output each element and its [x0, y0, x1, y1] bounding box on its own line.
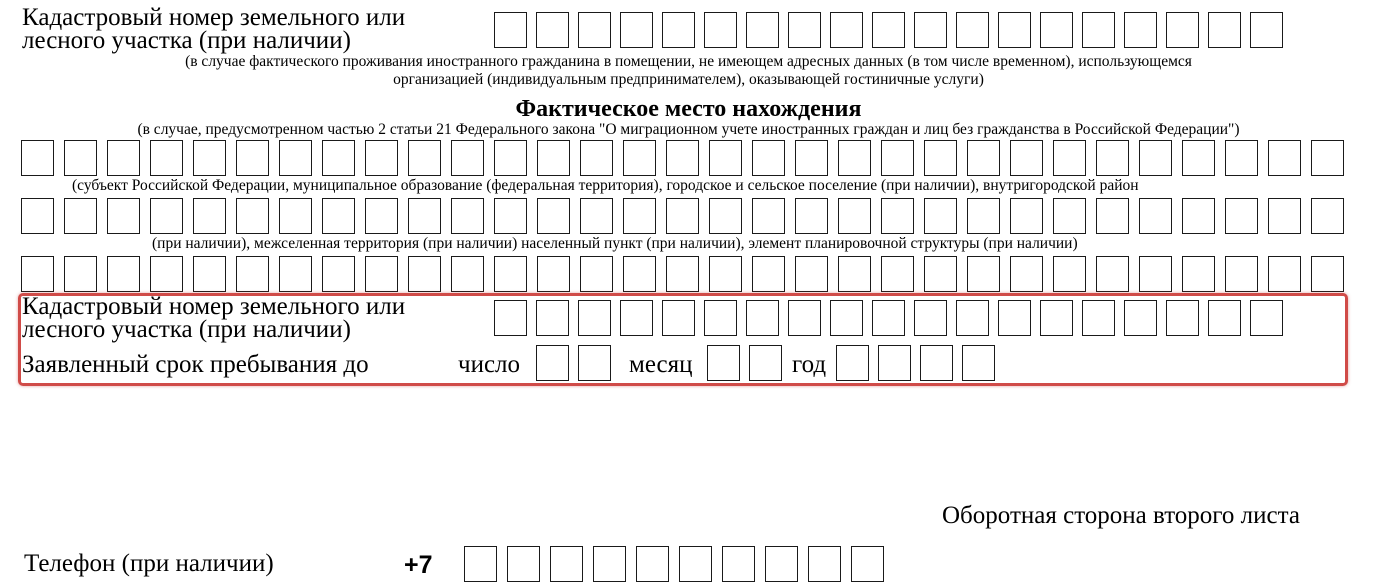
location-row-1-cells[interactable] — [21, 140, 1354, 176]
address-char-cell[interactable] — [666, 140, 699, 176]
address-char-cell[interactable] — [1311, 198, 1344, 234]
sheet-side-label: Оборотная сторона второго листа — [942, 502, 1300, 529]
address-char-cell[interactable] — [64, 256, 97, 292]
cadastral-digit-cell[interactable] — [956, 12, 989, 48]
address-char-cell[interactable] — [838, 140, 871, 176]
address-char-cell[interactable] — [1182, 256, 1215, 292]
cadastral-digit-cell[interactable] — [1040, 12, 1073, 48]
address-char-cell[interactable] — [1010, 140, 1043, 176]
address-char-cell[interactable] — [1139, 140, 1172, 176]
cadastral-digit-cell[interactable] — [1208, 300, 1241, 336]
address-char-cell[interactable] — [365, 198, 398, 234]
cadastral-digit-cell[interactable] — [1082, 300, 1115, 336]
cadastral-digit-cell[interactable] — [1208, 12, 1241, 48]
address-char-cell[interactable] — [709, 198, 742, 234]
address-char-cell[interactable] — [494, 198, 527, 234]
address-char-cell[interactable] — [21, 140, 54, 176]
cadastral-digit-cell[interactable] — [1166, 300, 1199, 336]
month-label: месяц — [629, 351, 693, 378]
address-char-cell[interactable] — [924, 198, 957, 234]
address-char-cell[interactable] — [365, 256, 398, 292]
cadastral-digit-cell[interactable] — [536, 12, 569, 48]
address-char-cell[interactable] — [1182, 198, 1215, 234]
address-char-cell[interactable] — [752, 256, 785, 292]
address-char-cell[interactable] — [279, 140, 312, 176]
cadastral-number-cells-highlighted[interactable] — [494, 300, 1292, 336]
cadastral-digit-cell[interactable] — [620, 12, 653, 48]
cadastral-number-cells-top[interactable] — [494, 12, 1292, 48]
cadastral-digit-cell[interactable] — [1250, 300, 1283, 336]
phone-digit-cell[interactable] — [851, 546, 884, 582]
address-char-cell[interactable] — [1053, 198, 1086, 234]
address-char-cell[interactable] — [107, 256, 140, 292]
phone-digit-cell[interactable] — [722, 546, 755, 582]
cadastral-digit-cell[interactable] — [746, 300, 779, 336]
year-digit-cell[interactable] — [920, 345, 953, 381]
address-char-cell[interactable] — [408, 198, 441, 234]
address-char-cell[interactable] — [64, 140, 97, 176]
address-char-cell[interactable] — [236, 256, 269, 292]
year-digit-cell[interactable] — [836, 345, 869, 381]
address-char-cell[interactable] — [666, 198, 699, 234]
phone-digit-cell[interactable] — [550, 546, 583, 582]
location-row-3-cells[interactable] — [21, 256, 1354, 292]
cadastral-digit-cell[interactable] — [704, 12, 737, 48]
hotel-note-line1: (в случае фактического проживания иностранного гражданина в помещении, не имеющем адресных данных (в том числе временном), использующемся — [185, 53, 1192, 70]
actual-location-heading-note: (в случае, предусмотренном частью 2 статьи 21 Федерального закона "О миграционном учете иностранных граждан и лиц без гражданства в Российской Федерации") — [137, 121, 1240, 138]
month-digit-cell[interactable] — [749, 345, 782, 381]
address-char-cell[interactable] — [967, 140, 1000, 176]
hotel-note-line2: организацией (индивидуальным предпринимателем), оказывающей гостиничные услуги) — [393, 71, 984, 88]
phone-digit-cell[interactable] — [593, 546, 626, 582]
cadastral-label-top-line1: Кадастровый номер земельного или — [22, 4, 406, 31]
address-char-cell[interactable] — [451, 140, 484, 176]
address-char-cell[interactable] — [537, 140, 570, 176]
address-char-cell[interactable] — [1311, 140, 1344, 176]
cadastral-label-highlighted-line1: Кадастровый номер земельного или — [22, 293, 406, 320]
address-char-cell[interactable] — [709, 256, 742, 292]
cadastral-digit-cell[interactable] — [1166, 12, 1199, 48]
day-cells[interactable] — [536, 345, 620, 381]
address-char-cell[interactable] — [365, 140, 398, 176]
address-char-cell[interactable] — [236, 198, 269, 234]
address-char-cell[interactable] — [838, 198, 871, 234]
day-digit-cell[interactable] — [536, 345, 569, 381]
phone-digit-cell[interactable] — [679, 546, 712, 582]
address-char-cell[interactable] — [193, 198, 226, 234]
address-char-cell[interactable] — [1225, 198, 1258, 234]
cadastral-digit-cell[interactable] — [1124, 300, 1157, 336]
year-digit-cell[interactable] — [962, 345, 995, 381]
stay-until-label: Заявленный срок пребывания до — [22, 351, 369, 378]
address-char-cell[interactable] — [795, 140, 828, 176]
address-char-cell[interactable] — [1182, 140, 1215, 176]
phone-label: Телефон (при наличии) — [24, 550, 274, 577]
address-char-cell[interactable] — [451, 198, 484, 234]
address-char-cell[interactable] — [193, 256, 226, 292]
year-cells[interactable] — [836, 345, 1004, 381]
address-char-cell[interactable] — [623, 256, 656, 292]
address-char-cell[interactable] — [1225, 140, 1258, 176]
address-char-cell[interactable] — [1096, 256, 1129, 292]
address-char-cell[interactable] — [193, 140, 226, 176]
address-char-cell[interactable] — [752, 198, 785, 234]
location-row-2-caption: (при наличии), межселенная территория (при наличии) населенный пункт (при наличии), элемент планировочной структуры (при наличии) — [152, 235, 1078, 252]
cadastral-digit-cell[interactable] — [872, 12, 905, 48]
address-char-cell[interactable] — [580, 140, 613, 176]
address-char-cell[interactable] — [1139, 198, 1172, 234]
address-char-cell[interactable] — [236, 140, 269, 176]
cadastral-digit-cell[interactable] — [662, 12, 695, 48]
phone-prefix: +7 — [404, 551, 433, 579]
address-char-cell[interactable] — [21, 256, 54, 292]
cadastral-digit-cell[interactable] — [704, 300, 737, 336]
address-char-cell[interactable] — [1053, 256, 1086, 292]
cadastral-digit-cell[interactable] — [746, 12, 779, 48]
address-char-cell[interactable] — [881, 256, 914, 292]
cadastral-digit-cell[interactable] — [914, 12, 947, 48]
location-row-1-caption: (субъект Российской Федерации, муниципальное образование (федеральная территория), городское и сельское поселение (при наличии), внутригородской район — [72, 177, 1139, 194]
phone-digit-cell[interactable] — [464, 546, 497, 582]
cadastral-label-highlighted — [22, 295, 405, 341]
cadastral-digit-cell[interactable] — [662, 300, 695, 336]
cadastral-digit-cell[interactable] — [788, 300, 821, 336]
address-char-cell[interactable] — [1139, 256, 1172, 292]
address-char-cell[interactable] — [881, 198, 914, 234]
cadastral-digit-cell[interactable] — [578, 12, 611, 48]
address-char-cell[interactable] — [580, 256, 613, 292]
address-char-cell[interactable] — [881, 140, 914, 176]
cadastral-digit-cell[interactable] — [1124, 12, 1157, 48]
address-char-cell[interactable] — [1311, 256, 1344, 292]
address-char-cell[interactable] — [924, 140, 957, 176]
day-label: число — [458, 351, 521, 378]
cadastral-digit-cell[interactable] — [494, 300, 527, 336]
year-digit-cell[interactable] — [878, 345, 911, 381]
address-char-cell[interactable] — [666, 256, 699, 292]
actual-location-heading: Фактическое место нахождения — [515, 96, 862, 122]
address-char-cell[interactable] — [1010, 256, 1043, 292]
address-char-cell[interactable] — [322, 198, 355, 234]
cadastral-digit-cell[interactable] — [578, 300, 611, 336]
address-char-cell[interactable] — [322, 256, 355, 292]
phone-digit-cell[interactable] — [808, 546, 841, 582]
address-char-cell[interactable] — [1096, 140, 1129, 176]
address-char-cell[interactable] — [623, 140, 656, 176]
cadastral-digit-cell[interactable] — [1250, 12, 1283, 48]
year-label: год — [792, 351, 827, 378]
address-char-cell[interactable] — [1268, 256, 1301, 292]
cadastral-digit-cell[interactable] — [998, 12, 1031, 48]
cadastral-digit-cell[interactable] — [830, 12, 863, 48]
address-char-cell[interactable] — [967, 256, 1000, 292]
address-char-cell[interactable] — [64, 198, 97, 234]
address-char-cell[interactable] — [795, 198, 828, 234]
address-char-cell[interactable] — [322, 140, 355, 176]
address-char-cell[interactable] — [752, 140, 785, 176]
cadastral-digit-cell[interactable] — [914, 300, 947, 336]
address-char-cell[interactable] — [494, 256, 527, 292]
cadastral-digit-cell[interactable] — [494, 12, 527, 48]
address-char-cell[interactable] — [408, 140, 441, 176]
address-char-cell[interactable] — [1053, 140, 1086, 176]
address-char-cell[interactable] — [623, 198, 656, 234]
phone-digit-cell[interactable] — [765, 546, 798, 582]
address-char-cell[interactable] — [537, 256, 570, 292]
cadastral-digit-cell[interactable] — [872, 300, 905, 336]
address-char-cell[interactable] — [924, 256, 957, 292]
address-char-cell[interactable] — [408, 256, 441, 292]
hotel-note — [0, 53, 1377, 89]
address-char-cell[interactable] — [580, 198, 613, 234]
address-char-cell[interactable] — [21, 198, 54, 234]
location-row-2-cells[interactable] — [21, 198, 1354, 234]
cadastral-digit-cell[interactable] — [1040, 300, 1073, 336]
address-char-cell[interactable] — [279, 198, 312, 234]
address-char-cell[interactable] — [1268, 140, 1301, 176]
phone-digit-cell[interactable] — [507, 546, 540, 582]
address-char-cell[interactable] — [107, 198, 140, 234]
cadastral-digit-cell[interactable] — [830, 300, 863, 336]
cadastral-label-top — [22, 6, 405, 52]
address-char-cell[interactable] — [494, 140, 527, 176]
address-char-cell[interactable] — [709, 140, 742, 176]
address-char-cell[interactable] — [838, 256, 871, 292]
cadastral-digit-cell[interactable] — [998, 300, 1031, 336]
address-char-cell[interactable] — [107, 140, 140, 176]
phone-digit-cell[interactable] — [636, 546, 669, 582]
address-char-cell[interactable] — [537, 198, 570, 234]
address-char-cell[interactable] — [150, 140, 183, 176]
address-char-cell[interactable] — [1268, 198, 1301, 234]
address-char-cell[interactable] — [1225, 256, 1258, 292]
cadastral-digit-cell[interactable] — [956, 300, 989, 336]
day-digit-cell[interactable] — [578, 345, 611, 381]
cadastral-digit-cell[interactable] — [1082, 12, 1115, 48]
address-char-cell[interactable] — [795, 256, 828, 292]
cadastral-digit-cell[interactable] — [620, 300, 653, 336]
address-char-cell[interactable] — [150, 198, 183, 234]
cadastral-digit-cell[interactable] — [788, 12, 821, 48]
address-char-cell[interactable] — [967, 198, 1000, 234]
address-char-cell[interactable] — [1010, 198, 1043, 234]
cadastral-digit-cell[interactable] — [536, 300, 569, 336]
address-char-cell[interactable] — [1096, 198, 1129, 234]
month-cells[interactable] — [707, 345, 791, 381]
cadastral-label-highlighted-line2: лесного участка (при наличии) — [22, 316, 351, 343]
address-char-cell[interactable] — [279, 256, 312, 292]
month-digit-cell[interactable] — [707, 345, 740, 381]
phone-number-cells[interactable] — [464, 546, 894, 582]
cadastral-label-top-line2: лесного участка (при наличии) — [22, 27, 351, 54]
address-char-cell[interactable] — [150, 256, 183, 292]
address-char-cell[interactable] — [451, 256, 484, 292]
